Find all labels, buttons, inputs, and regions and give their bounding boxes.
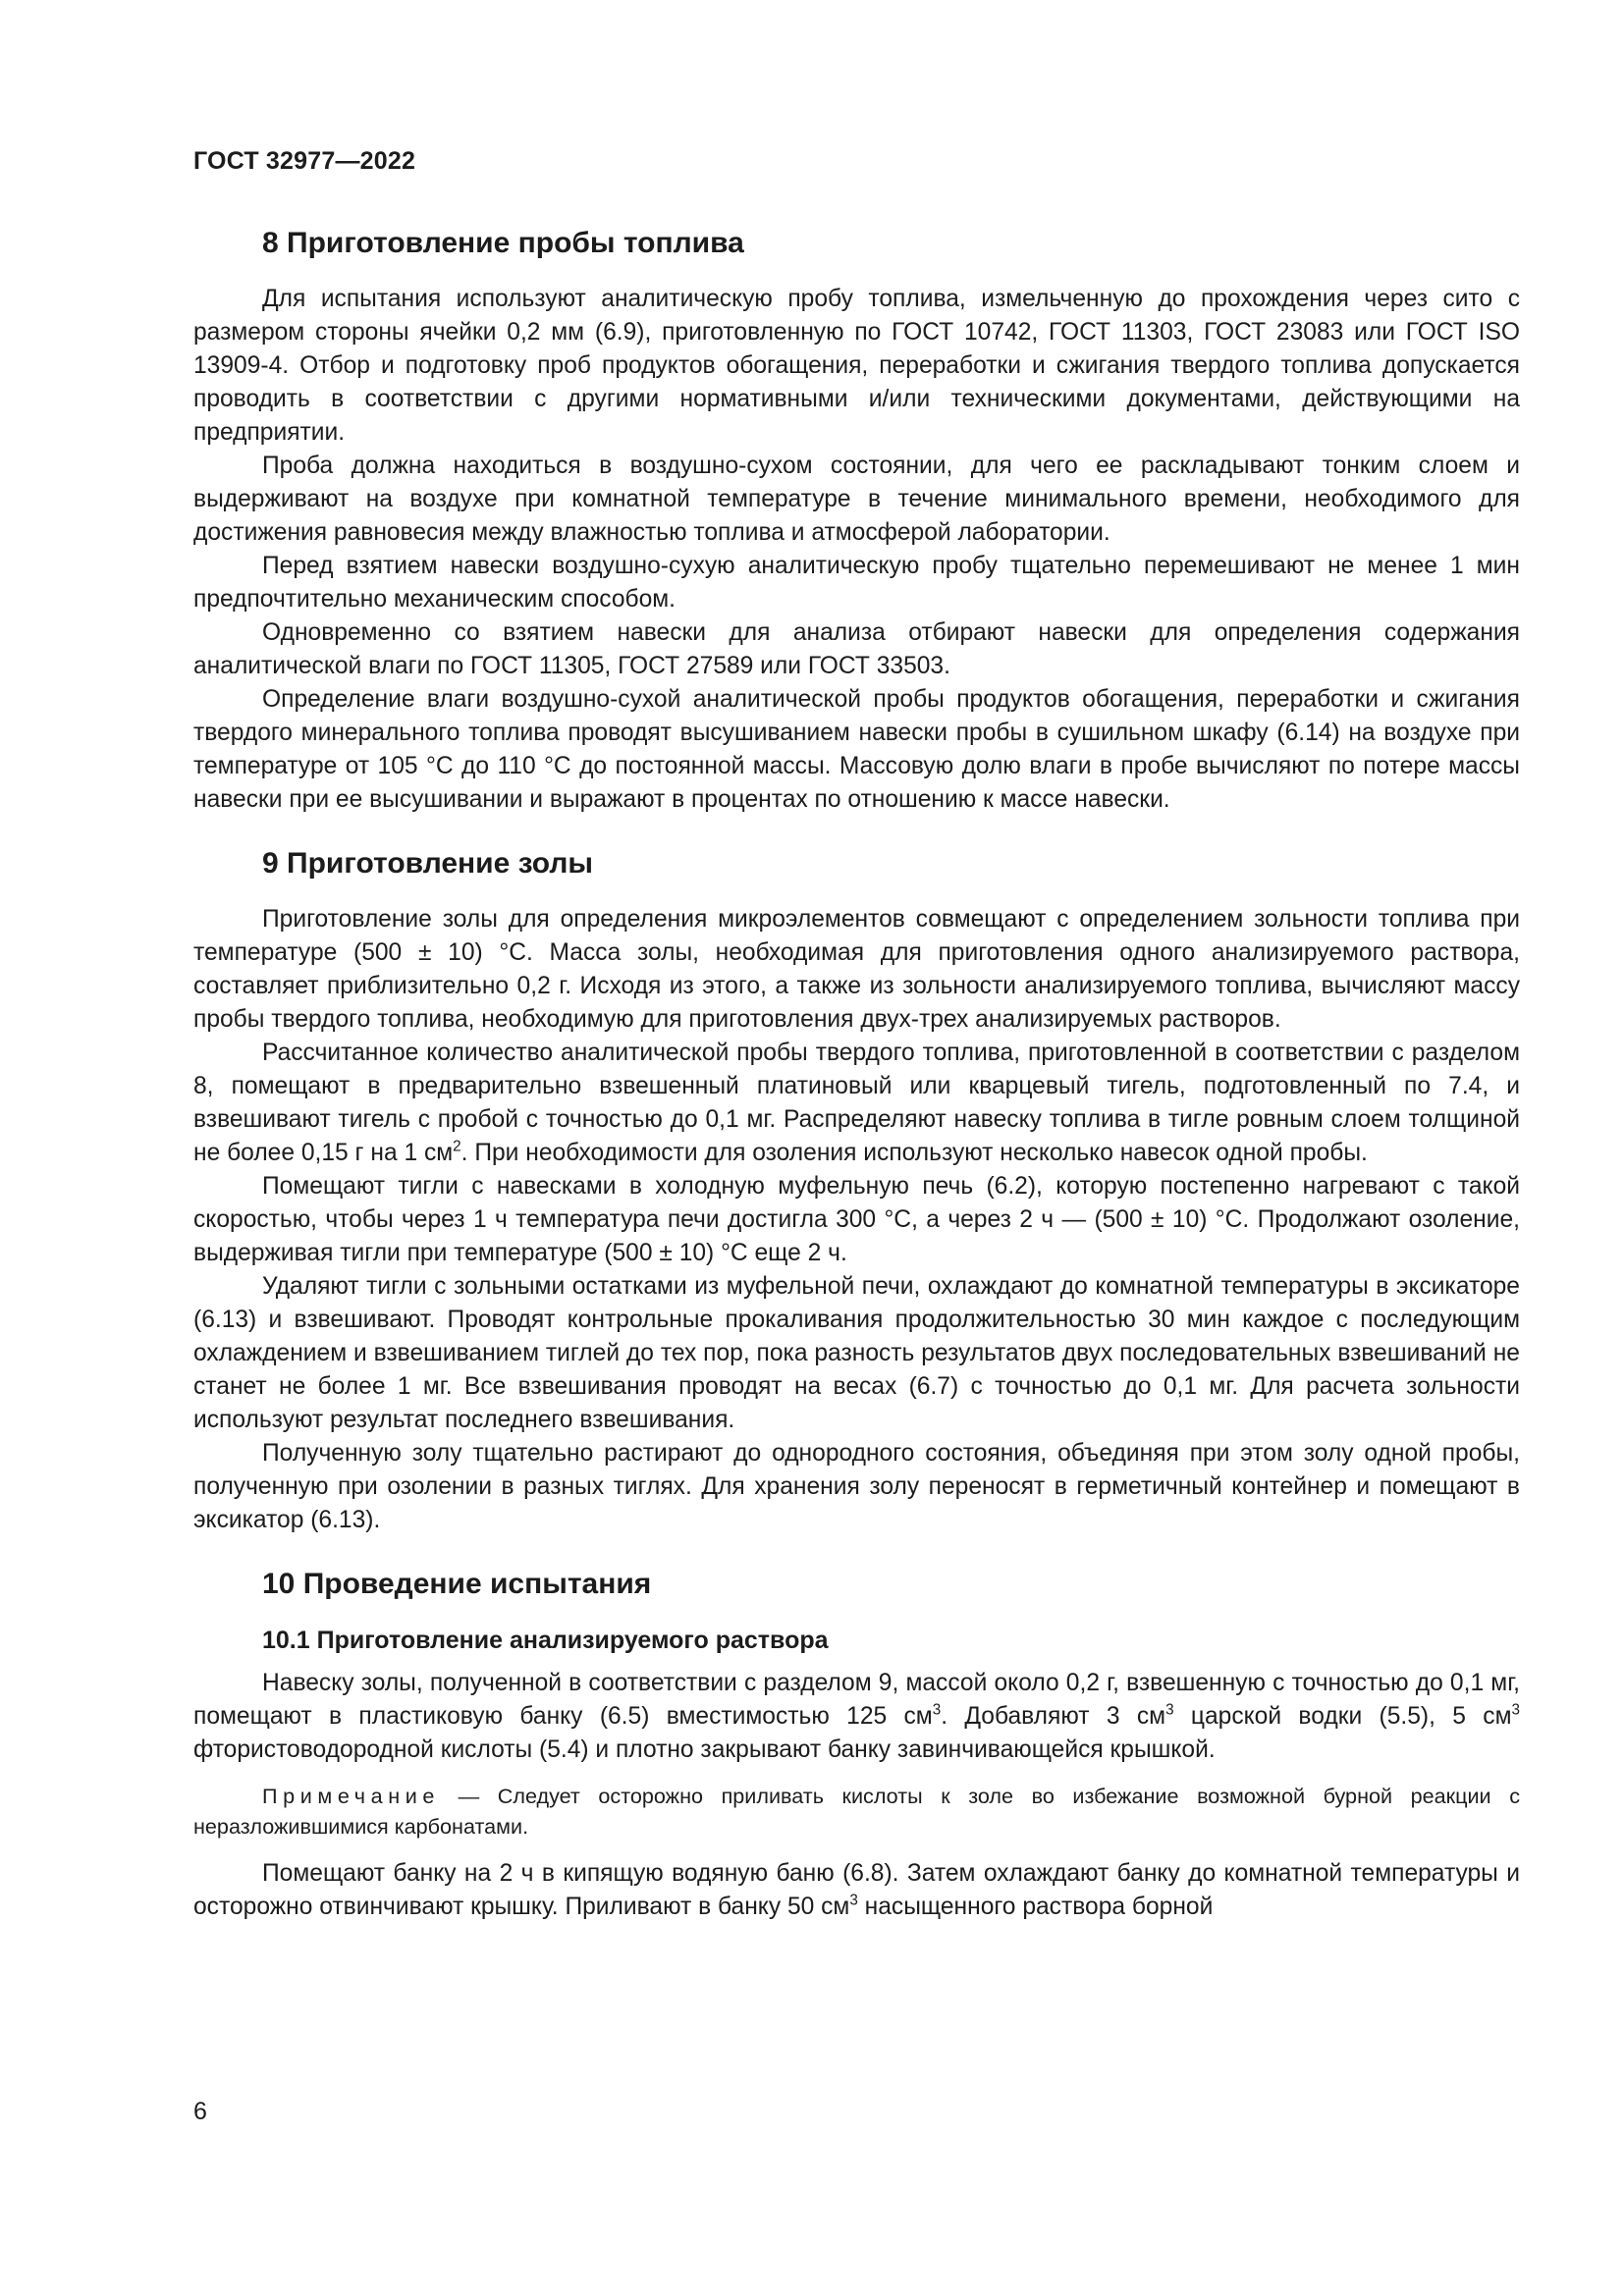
section-10: [193, 1565, 1520, 1924]
paragraph: Одновременно со взятием навески для анализа отбирают навески для определения содержания аналитической влаги по ГОСТ 11305, ГОСТ 27589 или ГОСТ 33503.: [193, 619, 1520, 679]
text-run: насыщенного раствора борной: [857, 1894, 1214, 1920]
text-run: царской водки (5.5), 5 см: [1173, 1703, 1512, 1730]
paragraph: Удаляют тигли с зольными остатками из муфельной печи, охлаждают до комнатной температуры в эксикаторе (6.13) и взвешивают. Проводят контрольные прокаливания продолжительностью 30 мин каждое с последующим охлаждением и взвешиванием тиглей до тех пор, пока разность результатов двух последовательных взвешиваний не станет не более 1 мг. Все взвешивания проводят на весах (6.7) с точностью до 0,1 мг. Для расчета зольности используют результат последнего взвешивания.: [193, 1273, 1520, 1433]
section-9: [193, 844, 1520, 1537]
text-run: фтористоводородной кислоты (5.4) и плотно закрывают банку завинчивающейся крышкой.: [193, 1736, 1216, 1763]
text-run: Рассчитанное количество аналитической пробы твердого топлива, приготовленной в соответствии с разделом 8, помещают в предварительно взвешенный платиновый или кварцевый тигель, подготовленный по 7.4, и взвешивают тигель с пробой с точностью до 0,1 мг. Распределяют навеску топлива в тигле ровным слоем толщиной не более 0,15 г на 1 см: [193, 1040, 1520, 1166]
superscript: 3: [1165, 1701, 1174, 1719]
paragraph: Для испытания используют аналитическую пробу топлива, измельченную до прохождения через сито с размером стороны ячейки 0,2 мм (6.9), приготовленную по ГОСТ 10742, ГОСТ 11303, ГОСТ 23083 или ГОСТ ISO 13909-4. Отбор и подготовку проб продуктов обогащения, переработки и сжигания твердого топлива допускается проводить в соответствии с другими нормативными и/или техническими документами, действующими на предприятии.: [193, 286, 1520, 446]
text-run: . Добавляют 3 см: [941, 1703, 1166, 1730]
section-gap: [193, 1537, 1520, 1565]
document-id-header: ГОСТ 32977—2022: [193, 147, 416, 175]
text-run: . При необходимости для озоления используют несколько навесок одной пробы.: [460, 1140, 1368, 1166]
text-run: Помещают банку на 2 ч в кипящую водяную баню (6.8). Затем охлаждают банку до комнатной температуры и осторожно отвинчивают крышку. Приливают в банку 50 см: [193, 1860, 1520, 1920]
note: [193, 1781, 1520, 1842]
section-gap: [193, 817, 1520, 844]
note-label: Примечание: [262, 1784, 440, 1808]
page-number: 6: [193, 2098, 207, 2125]
superscript: 3: [1511, 1701, 1520, 1719]
section-10-title: 10 Проведение испытания: [262, 1568, 652, 1600]
superscript: 3: [932, 1701, 942, 1719]
section-9-title: 9 Приготовление золы: [262, 847, 594, 880]
superscript: 2: [453, 1138, 461, 1155]
paragraph: Перед взятием навески воздушно-сухую аналитическую пробу тщательно перемешивают не менее 1 мин предпочтительно механическим способом.: [193, 553, 1520, 613]
paragraph: Помещают тигли с навесками в холодную муфельную печь (6.2), которую постепенно нагревают с такой скоростью, чтобы через 1 ч температура печи достигла 300 °С, а через 2 ч — (500 ± 10) °С. Продолжают озоление, выдерживая тигли при температуре (500 ± 10) °С еще 2 ч.: [193, 1173, 1520, 1266]
document-body: [193, 224, 1520, 1924]
text-run: Навеску золы, полученной в соответствии с разделом 9, массой около 0,2 г, взвешенную с точностью до 0,1 мг, помещают в пластиковую банку (6.5) вместимостью 125 см: [193, 1670, 1520, 1730]
paragraph: Проба должна находиться в воздушно-сухом состоянии, для чего ее раскладывают тонким слоем и выдерживают на воздухе при комнатной температуре в течение минимального времени, необходимого для достижения равновесия между влажностью топлива и атмосферой лаборатории.: [193, 453, 1520, 546]
paragraph: Полученную золу тщательно растирают до однородного состояния, объединяя при этом золу одной пробы, полученную при озолении в разных тиглях. Для хранения золу переносят в герметичный контейнер и помещают в эксикатор (6.13).: [193, 1440, 1520, 1533]
paragraph: [193, 1667, 1520, 1767]
paragraph: Приготовление золы для определения микроэлементов совмещают с определением зольности топлива при температуре (500 ± 10) °С. Масса золы, необходимая для приготовления одного анализируемого раствора, составляет приблизительно 0,2 г. Исходя из этого, а также из зольности анализируемого топлива, вычисляют массу пробы твердого топлива, необходимую для приготовления двух-трех анализируемых растворов.: [193, 906, 1520, 1033]
paragraph: [193, 1037, 1520, 1170]
note-text: — Следует осторожно приливать кислоты к золе во избежание возможной бурной реакции с неразложившимися карбонатами.: [193, 1784, 1520, 1839]
paragraph: Определение влаги воздушно-сухой аналитической пробы продуктов обогащения, переработки и сжигания твердого минерального топлива проводят высушиванием навески пробы в сушильном шкафу (6.14) на воздухе при температуре от 105 °С до 110 °С до постоянной массы. Массовую долю влаги в пробе вычисляют по потере массы навески при ее высушивании и выражают в процентах по отношению к массе навески.: [193, 686, 1520, 813]
section-8-title: 8 Приготовление пробы топлива: [262, 227, 744, 259]
paragraph: [193, 1857, 1520, 1924]
section-8: [193, 224, 1520, 817]
superscript: 3: [849, 1892, 858, 1909]
subsection-10-1-title: 10.1 Приготовление анализируемого раствора: [262, 1627, 829, 1654]
